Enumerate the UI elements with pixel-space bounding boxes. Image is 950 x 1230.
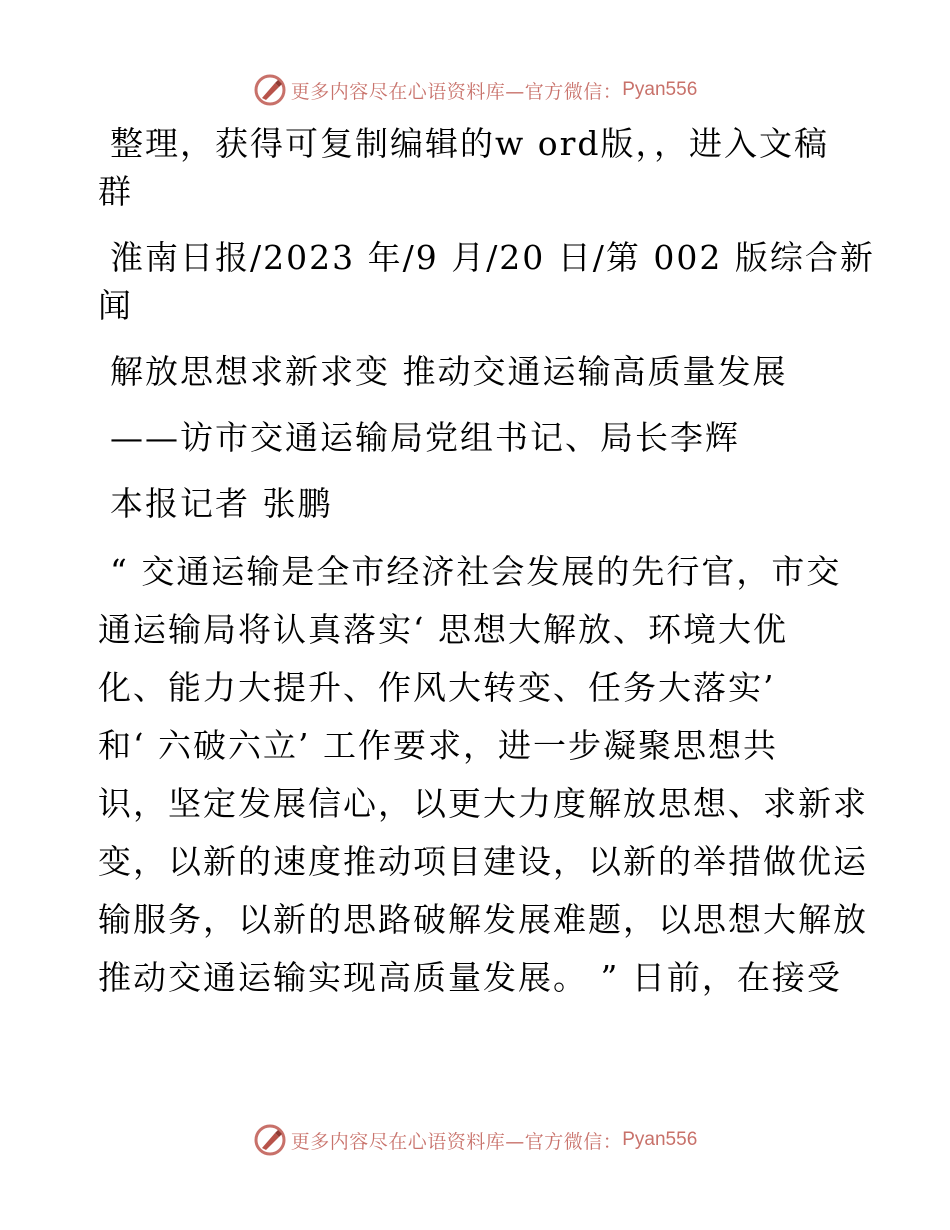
intro-line: 整理，获得可复制编辑的w ord版，，进入文稿: [110, 124, 830, 163]
intro-paragraph: [98, 120, 858, 216]
document-body: [98, 120, 875, 1002]
body-line: 输服务，以新的思路破解发展难题，以思想大解放: [98, 900, 868, 939]
source-line: 淮南日报/2023 年/9 月/20 日/第 002 版综合新: [110, 238, 875, 277]
source-paragraph: [98, 234, 875, 330]
watermark-footer: [0, 1120, 950, 1160]
watermark-text: 更多内容尽在心语资料库—官方微信：: [290, 1130, 623, 1153]
body-line: 推动交通运输实现高质量发展。 ” 日前，在接受: [98, 958, 842, 997]
watermark-header: [0, 70, 950, 110]
body-line: 和‘ 六破六立’ 工作要求，进一步凝聚思想共: [98, 726, 778, 765]
body-line: 化、能力大提升、作风大转变、任务大落实’: [98, 668, 776, 707]
watermark-text: 更多内容尽在心语资料库—官方微信：: [290, 80, 623, 103]
source-line: 闻: [98, 286, 133, 325]
body-line: “ 交通运输是全市经济社会发展的先行官，市交: [110, 552, 842, 591]
article-subtitle: ——访市交通运输局党组书记、局长李辉: [110, 418, 740, 457]
watermark-wechat-id: Pyan556: [622, 79, 698, 100]
fountain-pen-seal-icon: [253, 73, 287, 107]
intro-line: 群: [98, 172, 133, 211]
byline: 本报记者 张鹏: [110, 484, 333, 523]
article-title: 解放思想求新求变 推动交通运输高质量发展: [110, 352, 788, 391]
body-line: 通运输局将认真落实‘ 思想大解放、环境大优: [98, 610, 788, 649]
watermark-wechat-id: Pyan556: [622, 1129, 698, 1150]
body-line: 识，坚定发展信心，以更大力度解放思想、求新求: [98, 784, 868, 823]
body-line: 变，以新的速度推动项目建设，以新的举措做优运: [98, 842, 868, 881]
fountain-pen-seal-icon: [253, 1123, 287, 1157]
article-body: [98, 548, 868, 1002]
